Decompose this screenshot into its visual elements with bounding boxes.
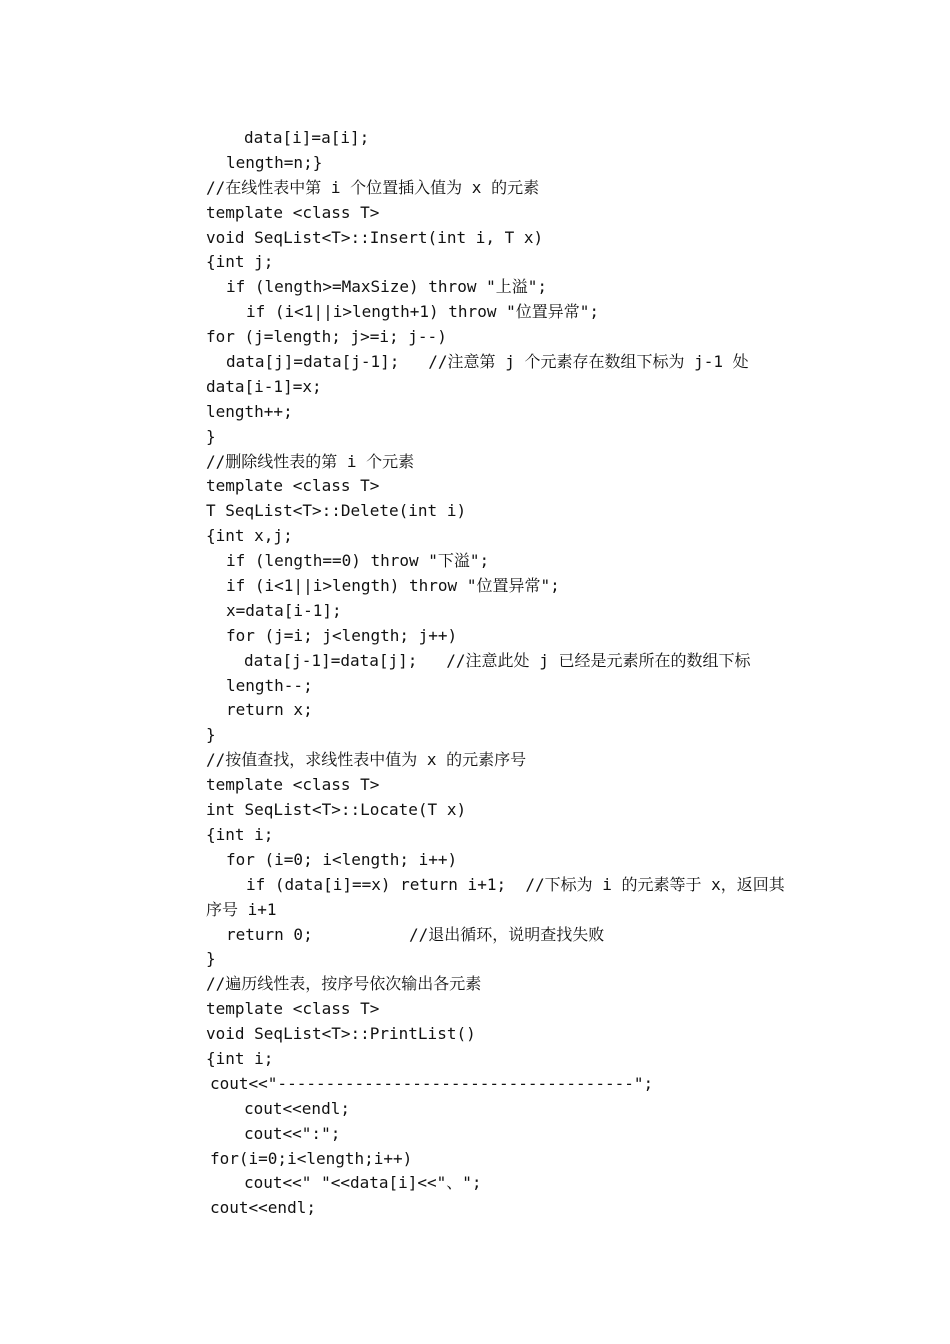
code-line: for (j=length; j>=i; j--)	[206, 327, 447, 347]
code-line: {int i;	[206, 1048, 274, 1068]
code-line: length=n;}	[226, 152, 323, 172]
code-line: return 0; //退出循环，说明查找失败	[226, 924, 605, 944]
code-line: }	[206, 725, 216, 745]
code-line: length--;	[226, 675, 313, 695]
code-line: length++;	[206, 401, 293, 421]
code-line: data[j-1]=data[j]; //注意此处 j 已经是元素所在的数组下标	[244, 650, 751, 670]
code-line: for (i=0; i<length; i++)	[226, 849, 458, 869]
code-line: template <class T>	[206, 775, 380, 795]
code-line: template <class T>	[206, 476, 380, 496]
code-line: int SeqList<T>::Locate(T x)	[206, 800, 467, 820]
code-line: if (length>=MaxSize) throw "上溢";	[226, 277, 547, 297]
code-line: //遍历线性表，按序号依次输出各元素	[206, 974, 482, 994]
code-line: void SeqList<T>::PrintList()	[206, 1024, 476, 1044]
code-line: {int i;	[206, 824, 274, 844]
code-line: for (j=i; j<length; j++)	[226, 625, 458, 645]
code-line: cout<<endl;	[210, 1198, 316, 1218]
code-line: 序号 i+1	[206, 899, 277, 919]
code-line: cout<<endl;	[244, 1098, 350, 1118]
code-line: {int x,j;	[206, 526, 293, 546]
code-line: }	[206, 426, 216, 446]
code-line: T SeqList<T>::Delete(int i)	[206, 501, 467, 521]
code-line: return x;	[226, 700, 313, 720]
code-line: for(i=0;i<length;i++)	[210, 1148, 413, 1168]
code-line: {int j;	[206, 252, 274, 272]
code-line: //删除线性表的第 i 个元素	[206, 451, 415, 471]
code-listing	[206, 126, 826, 1221]
code-line: data[i]=a[i];	[244, 128, 370, 147]
code-line: cout<<" "<<data[i]<<"、";	[244, 1173, 482, 1193]
code-line: cout<<":";	[244, 1123, 341, 1143]
code-line: cout<<"-------------------------------------";	[210, 1073, 654, 1093]
code-line: data[i-1]=x;	[206, 376, 322, 396]
code-line: template <class T>	[206, 999, 380, 1019]
code-line: //在线性表中第 i 个位置插入值为 x 的元素	[206, 177, 540, 197]
code-line: if (i<1||i>length) throw "位置异常";	[226, 576, 560, 596]
code-line: template <class T>	[206, 202, 380, 222]
code-line: }	[206, 949, 216, 969]
code-line: if (i<1||i>length+1) throw "位置异常";	[246, 302, 599, 322]
code-line: if (length==0) throw "下溢";	[226, 551, 490, 571]
code-line: x=data[i-1];	[226, 600, 342, 620]
code-line: data[j]=data[j-1]; //注意第 j 个元素存在数组下标为 j-1 处	[226, 352, 749, 372]
code-line: void SeqList<T>::Insert(int i, T x)	[206, 227, 544, 247]
code-line: //按值查找，求线性表中值为 x 的元素序号	[206, 750, 527, 770]
code-line: if (data[i]==x) return i+1; //下标为 i 的元素等于 x，返回其	[246, 874, 785, 894]
